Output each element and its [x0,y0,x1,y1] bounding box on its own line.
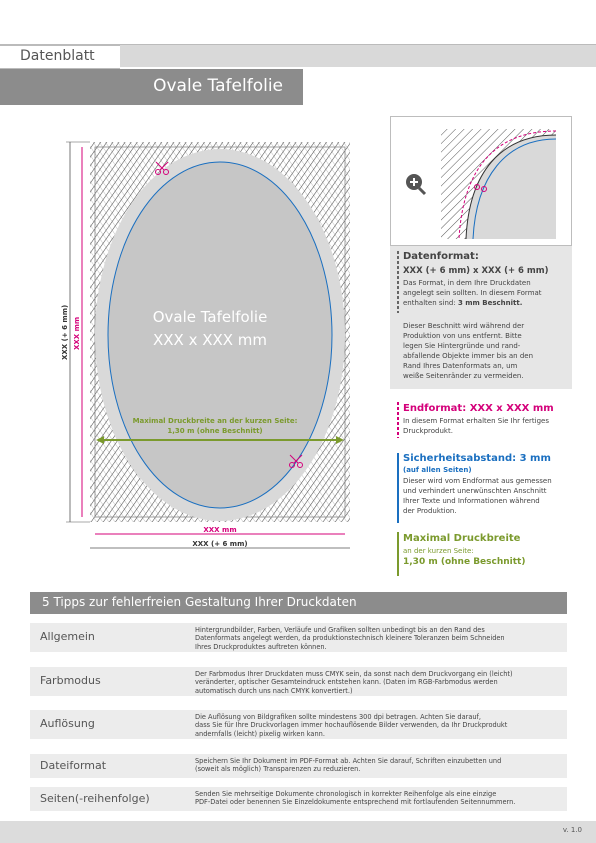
version-label: v. 1.0 [562,826,582,834]
tips-heading-bar [30,592,567,614]
endformat-title: Endformat: XXX x XXX mm [403,403,554,414]
sicherheit-line-0: Dieser wird vom Endformat aus gemessen [403,477,552,485]
zoom-icon [403,172,425,194]
druckbreite-value: 1,30 m (ohne Beschnitt) [403,557,526,567]
tip-row-allgemein [30,623,567,652]
footer-bar [0,821,596,843]
datenblatt-label: Datenblatt [20,48,95,64]
sicherheit-line-1: und verhindert unerwünschten Anschnitt [403,487,547,495]
datenblatt-tab [0,45,120,69]
tip-text [195,626,563,651]
datenformat-text-3b: 3 mm Beschnitt. [457,299,523,307]
tip-row-aufloesung [30,710,567,739]
page-title: Ovale Tafelfolie [153,76,283,96]
datenformat-text-2: angelegt sein sollten. In diesem Format [403,289,542,297]
endformat-line-0: In diesem Format erhalten Sie Ihr fertiges [403,417,550,425]
oval-title: Ovale Tafelfolie [152,308,268,326]
tip-row-dateiformat [30,754,567,778]
sicherheit-title: Sicherheitsabstand: 3 mm [403,453,551,464]
sicherheit-marker [397,453,399,523]
tip-line: Der Farbmodus Ihrer Druckdaten muss CMYK sein, da sonst nach dem Druckvorgang ein (leicht) [195,670,513,678]
datenformat-text-3a: enthalten sind: [403,299,458,307]
tip-text [195,757,563,774]
tip-line: (soweit als möglich) Transparenzen zu reduzieren. [195,765,361,774]
beschnitt-line-3: abfallende Objekte immer bis an den [403,352,534,360]
datenformat-title: Datenformat: [403,251,479,262]
tip-line: andernfalls (leicht) pixelig wirken kann. [195,729,325,738]
tips-heading: 5 Tipps zur fehlerfreien Gestaltung Ihrer Druckdaten [42,595,357,609]
beschnitt-line-1: Produktion von uns entfernt. Bitte [403,332,522,340]
tip-label: Auflösung [40,717,95,730]
endformat-line-1: Druckprodukt. [403,427,453,435]
druckbreite-marker [397,532,399,576]
tip-line: Datenformats angelegt werden, da produktionstechnisch kleinere Toleranzen beim Schneiden [195,634,505,643]
tip-line: veränderter, optischer Gesamteindruck entstehen kann. (Daten im RGB-Farbmodus werden [195,678,498,687]
beschnitt-line-4: Rand Ihres Datenformats an, um [403,362,518,370]
druckbreite-sub: an der kurzen Seite: [403,547,474,555]
tip-line: PDF-Datei oder benennen Sie Einzeldokumente entsprechend mit fortlaufenden Seitennummern. [195,798,516,807]
beschnitt-line-2: legen Sie Hintergründe und rand- [403,342,521,350]
detail-zoom-box [390,116,572,246]
oval-size: XXX x XXX mm [152,331,268,349]
tip-label: Farbmodus [40,674,101,687]
tip-line: Die Auflösung von Bildgrafiken sollte mindestens 300 dpi betragen. Achten Sie darauf, [195,713,481,721]
max-print-label-2: 1,30 m (ohne Beschnitt) [167,427,263,435]
tip-row-farbmodus [30,667,567,696]
format-diagram [60,130,360,555]
max-print-label-1: Maximal Druckbreite an der kurzen Seite: [132,417,298,425]
sicherheit-line-3: der Produktion. [403,507,457,515]
beschnitt-line-0: Dieser Beschnitt wird während der [403,322,525,330]
tip-line: Hintergrundbilder, Farben, Verläufe und Grafiken sollten unbedingt bis an den Rand des [195,626,485,634]
tip-line: Senden Sie mehrseitige Dokumente chronologisch in korrekter Reihenfolge als eine einzige [195,790,497,798]
druckbreite-title: Maximal Druckbreite [403,533,521,544]
datenformat-size: XXX (+ 6 mm) x XXX (+ 6 mm) [403,266,549,276]
tip-line: Ihres Druckproduktes auftreten können. [195,642,327,651]
tip-label: Allgemein [40,630,95,643]
sicherheit-line-2: Ihrer Texte und Informationen während [403,497,540,505]
height-inner-label: XXX mm [73,316,81,350]
tip-line: Speichern Sie Ihr Dokument im PDF-Format ab. Achten Sie darauf, Schriften einzubetten und [195,757,502,765]
beschnitt-line-5: weiße Seitenränder zu vermeiden. [403,372,524,380]
tip-text [195,790,563,807]
datenformat-marker [397,251,399,313]
tip-line: automatisch durch uns nach CMYK konvertiert.) [195,686,353,695]
tip-label: Seiten(-reihenfolge) [40,792,150,805]
tip-row-seiten [30,787,567,811]
endformat-marker [397,402,399,438]
datenformat-text-3 [403,299,522,309]
height-outer-label: XXX (+ 6 mm) [61,304,69,360]
tip-label: Dateiformat [40,759,107,772]
tip-text [195,713,563,738]
datenformat-text-1: Das Format, in dem Ihre Druckdaten [403,279,531,287]
tip-line: dass Sie für Ihre Druckvorlagen immer hochauflösende Bilder verwenden, da Ihr Druckprodukt [195,721,508,730]
title-bar [0,69,303,105]
header-gray-strip [120,45,596,67]
width-outer-label: XXX (+ 6 mm) [192,540,248,548]
width-inner-label: XXX mm [203,526,237,534]
tip-text [195,670,563,695]
sicherheit-sub: (auf allen Seiten) [403,466,472,474]
